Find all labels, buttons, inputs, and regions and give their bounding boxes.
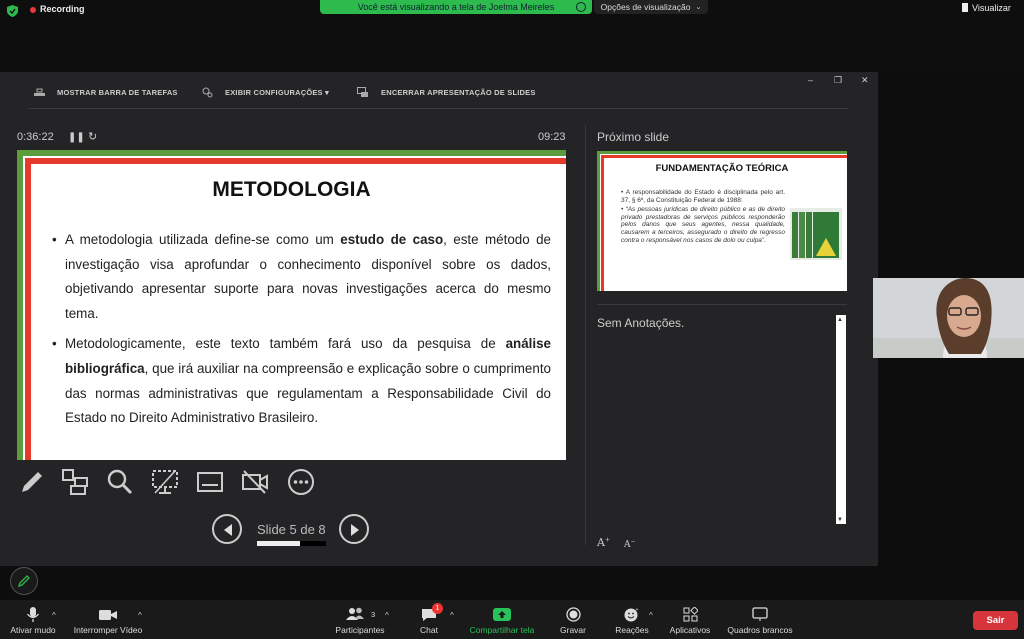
reactions-label: Reações bbox=[615, 625, 649, 635]
arrow-left-icon bbox=[221, 523, 235, 537]
current-time: 09:23 bbox=[538, 131, 566, 143]
slide-title: METODOLOGIA bbox=[212, 178, 371, 201]
next-slide-quote: • “As pessoas jurídicas de direito público e as de direito privado prestadoras de serviços públicos responderão pelos danos que seus agentes, nessa qualidade, causarem a terceiros, assegurado o direito de regresso contra o responsável nos casos de dolo ou culpa”. bbox=[621, 206, 785, 244]
record-button[interactable] bbox=[553, 607, 593, 635]
recording-dot-icon bbox=[30, 7, 36, 13]
settings-icon bbox=[202, 87, 213, 98]
decrease-font-icon[interactable]: A− bbox=[624, 538, 636, 550]
slide-text: A metodologia utilizada define-se como um bbox=[65, 232, 341, 247]
slide-progress-bar bbox=[257, 541, 326, 546]
panel-divider bbox=[585, 125, 586, 545]
next-slide-text: • A responsabilidade do Estado é disciplinada pelo art. 37, § 6º, da Constituição Federal de 1988: bbox=[621, 189, 785, 204]
arrow-right-icon bbox=[348, 523, 362, 537]
participant-avatar bbox=[873, 278, 1024, 358]
view-button[interactable] bbox=[962, 3, 1011, 13]
slide-text-bold: estudo de caso bbox=[340, 232, 444, 247]
notes-scrollbar[interactable] bbox=[836, 315, 846, 524]
microphone-icon bbox=[26, 607, 40, 622]
reactions-button[interactable] bbox=[612, 607, 652, 635]
whiteboards-button[interactable] bbox=[724, 607, 796, 635]
restore-icon[interactable]: ❐ bbox=[834, 75, 843, 85]
participants-count: 3 bbox=[371, 610, 376, 619]
chevron-up-icon[interactable]: ^ bbox=[52, 611, 56, 620]
mute-button[interactable] bbox=[8, 607, 58, 635]
slide-text: Metodologicamente, este texto também fará uso da pesquisa de bbox=[65, 336, 506, 352]
slide-bullet: • Metodologicamente, este texto também fará uso da pesquisa de análise bibliográfica, que irá auxiliar na compreensão e explicação sobre o cumprimento das normas administrativas que regulamentam a Responsabilidade Civil do Estado no Direito Administrativo Brasileiro. bbox=[52, 336, 551, 426]
subtitles-icon[interactable] bbox=[196, 468, 224, 496]
whiteboard-icon bbox=[752, 607, 768, 622]
previous-slide-button[interactable] bbox=[212, 514, 242, 544]
pen-icon[interactable] bbox=[18, 468, 46, 496]
recording-label: Recording bbox=[40, 4, 85, 14]
slide-text: , este método de investigação visa aprofundar o conhecimento disponível sobre os dados, objetivando apresentar suporte para novas investigações acerca do mesmo tema. bbox=[65, 232, 551, 321]
display-settings-button[interactable]: EXIBIR CONFIGURAÇÕES ▾ bbox=[225, 88, 330, 97]
chevron-up-icon[interactable]: ^ bbox=[649, 611, 653, 620]
scroll-down-icon[interactable]: ▼ bbox=[837, 517, 843, 523]
slide-body bbox=[52, 228, 551, 437]
share-screen-icon bbox=[493, 607, 511, 622]
stop-video-label: Interromper Vídeo bbox=[73, 625, 143, 635]
pencil-icon bbox=[11, 568, 37, 594]
slide-counter: Slide 5 de 8 bbox=[257, 522, 326, 537]
participants-button[interactable] bbox=[332, 607, 388, 635]
elapsed-timer: 0:36:22 bbox=[17, 131, 54, 143]
taskbar-icon bbox=[34, 88, 45, 97]
chat-badge: 1 bbox=[432, 603, 443, 614]
stop-video-button[interactable] bbox=[70, 607, 146, 635]
share-screen-button[interactable] bbox=[464, 607, 540, 635]
chevron-up-icon[interactable]: ^ bbox=[450, 611, 454, 620]
leave-button[interactable]: Sair bbox=[973, 611, 1018, 630]
smile-icon bbox=[624, 607, 640, 622]
divider bbox=[597, 304, 847, 305]
pause-icon[interactable]: ❚❚ bbox=[68, 132, 85, 143]
slide-text-bold: análise bibliográfica bbox=[65, 336, 551, 376]
participants-label: Participantes bbox=[335, 625, 385, 635]
annotate-button[interactable] bbox=[10, 567, 38, 595]
see-all-slides-icon[interactable] bbox=[61, 468, 89, 496]
view-button-label: Visualizar bbox=[972, 3, 1011, 13]
chevron-up-icon[interactable]: ^ bbox=[385, 611, 389, 620]
mute-label: Ativar mudo bbox=[10, 625, 56, 635]
constitution-book-image bbox=[790, 208, 842, 260]
view-options-button[interactable] bbox=[594, 0, 708, 14]
chevron-down-icon: ⌄ bbox=[695, 4, 702, 11]
share-screen-label: Compartilhar tela bbox=[469, 625, 535, 635]
share-banner[interactable] bbox=[320, 0, 592, 14]
next-slide-label: Próximo slide bbox=[597, 130, 670, 144]
slide-bullet: • A metodologia utilizada define-se como um estudo de caso, este método de investigação visa aprofundar o conhecimento disponível sobre os dados, objetivando apresentar suporte para novas investigações acerca do mesmo tema. bbox=[52, 232, 551, 321]
apps-button[interactable] bbox=[666, 607, 714, 635]
record-label: Gravar bbox=[560, 625, 586, 635]
record-icon bbox=[566, 607, 581, 622]
close-icon[interactable]: ✕ bbox=[861, 75, 869, 85]
black-screen-icon[interactable] bbox=[151, 468, 179, 496]
apps-label: Aplicativos bbox=[669, 625, 711, 635]
participant-video[interactable] bbox=[873, 278, 1024, 358]
notes-text: Sem Anotações. bbox=[597, 316, 685, 330]
chevron-up-icon[interactable]: ^ bbox=[138, 611, 142, 620]
end-slideshow-button[interactable]: ENCERRAR APRESENTAÇÃO DE SLIDES bbox=[381, 88, 536, 97]
chat-label: Chat bbox=[420, 625, 438, 635]
next-slide-button[interactable] bbox=[339, 514, 369, 544]
slide-progress-fill bbox=[257, 541, 300, 546]
apps-icon bbox=[683, 607, 698, 622]
scroll-up-icon[interactable]: ▲ bbox=[837, 317, 843, 323]
svg-text:+: + bbox=[635, 607, 639, 613]
divider bbox=[28, 108, 848, 109]
end-slideshow-icon bbox=[357, 87, 369, 98]
next-slide-title: FUNDAMENTAÇÃO TEÓRICA bbox=[655, 163, 789, 174]
share-banner-text: Você está visualizando a tela de Joelma Meireles bbox=[357, 2, 555, 12]
video-camera-icon bbox=[99, 607, 117, 622]
show-taskbar-button[interactable]: MOSTRAR BARRA DE TAREFAS bbox=[57, 88, 178, 97]
slide-text: , que irá auxiliar na compreensão e explicação sobre o cumprimento das normas administrativas que regulamentam a Responsabilidade Civil do Estado no Direito Administrativo Brasileiro. bbox=[65, 360, 551, 426]
current-slide bbox=[17, 150, 566, 460]
zoom-icon[interactable] bbox=[106, 468, 134, 496]
whiteboards-label: Quadros brancos bbox=[727, 625, 793, 635]
circle-icon bbox=[576, 2, 586, 12]
view-options-label: Opções de visualização bbox=[600, 2, 691, 12]
increase-font-icon[interactable]: A+ bbox=[597, 536, 610, 549]
camera-off-icon[interactable] bbox=[241, 468, 269, 496]
minimize-icon[interactable]: – bbox=[808, 75, 814, 85]
next-slide-preview[interactable] bbox=[597, 151, 847, 291]
next-slide-body bbox=[621, 189, 785, 246]
shield-icon bbox=[7, 5, 18, 17]
reset-timer-icon[interactable]: ↻ bbox=[88, 131, 98, 143]
more-options-icon[interactable] bbox=[287, 468, 315, 496]
view-icon bbox=[962, 3, 968, 12]
